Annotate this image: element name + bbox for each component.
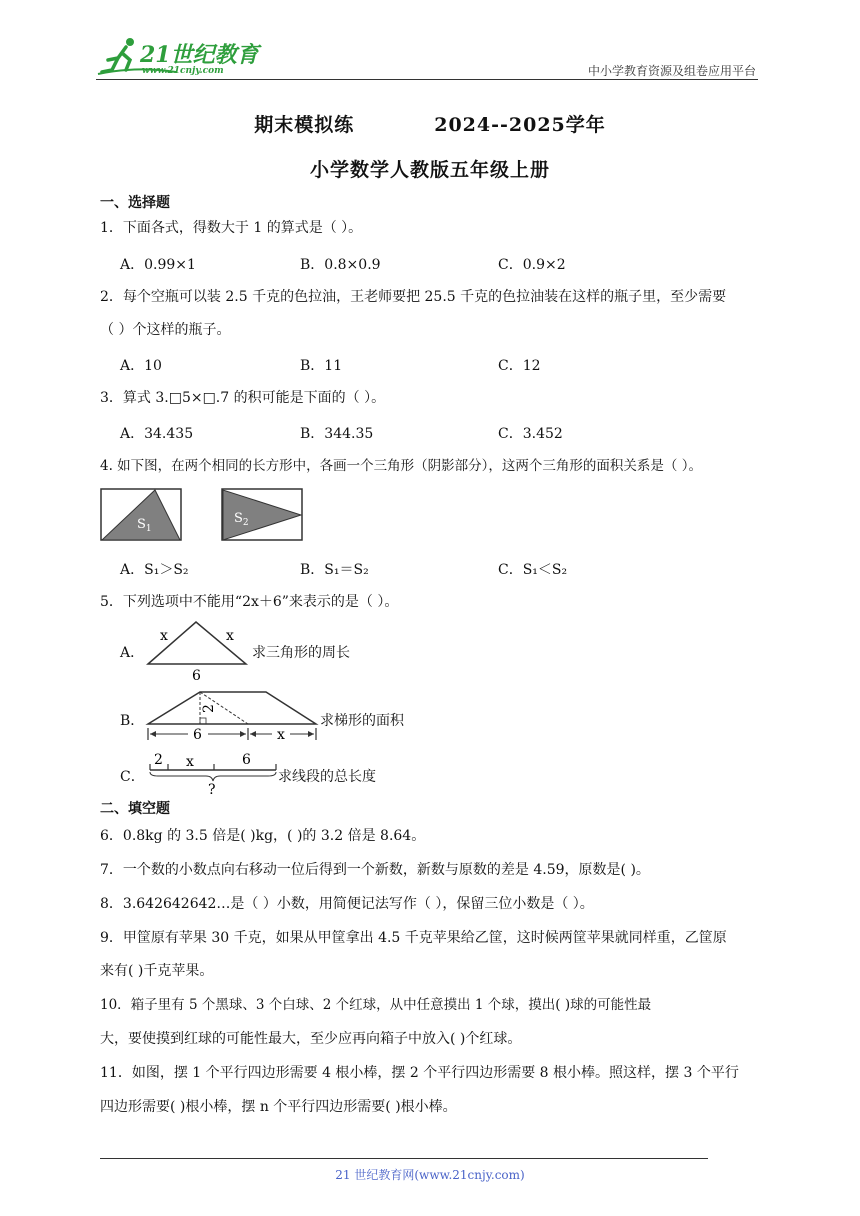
- title-left: 期末模拟练: [254, 114, 355, 136]
- logo-text: 21世纪教育: [140, 42, 259, 68]
- q4-s2-label: $S_2$: [234, 511, 249, 528]
- q4-option-b: B．S₁＝S₂: [300, 562, 369, 578]
- question-7-text: 7．一个数的小数点向右移动一位后得到一个新数，新数与原数的差是 4.59，原数是( )。: [100, 862, 650, 878]
- q1-option-b: B．0.8×0.9: [300, 257, 381, 273]
- q1-option-c: C．0.9×2: [498, 257, 566, 273]
- q5-total-question-mark: ?: [208, 782, 216, 798]
- q5-triangle-side-right: x: [226, 628, 234, 644]
- q4-option-a: A．S₁＞S₂: [120, 562, 189, 578]
- page-title-line1: [0, 110, 860, 137]
- q5-trapezoid-bottom-right: x: [277, 727, 285, 743]
- footer-text[interactable]: 21 世纪教育网(www.21cnjy.com): [335, 1168, 525, 1182]
- question-4-text: 4. 如下图，在两个相同的长方形中，各画一个三角形（阴影部分），这两个三角形的面积关系是（ ）。: [100, 458, 702, 474]
- q2-option-b: B．11: [300, 358, 343, 374]
- question-11-line1: 11．如图，摆 1 个平行四边形需要 4 根小棒，摆 2 个平行四边形需要 8 根小棒。照这样，摆 3 个平行: [100, 1065, 739, 1081]
- footer-divider: [100, 1158, 708, 1159]
- q5-option-a-desc: 求三角形的周长: [252, 645, 350, 661]
- question-8-text: 8．3.642642642…是（ ）小数，用简便记法写作（ ），保留三位小数是（ ）。: [100, 896, 594, 912]
- q3-option-c: C．3.452: [498, 426, 563, 442]
- header-divider: [96, 79, 758, 80]
- q2-option-a: A．10: [120, 358, 162, 374]
- q4-option-c: C．S₁＜S₂: [498, 562, 568, 578]
- page-title-line2: 小学数学人教版五年级上册: [309, 159, 550, 181]
- question-2-line1: 2．每个空瓶可以装 2.5 千克的色拉油，王老师要把 25.5 千克的色拉油装在这样的瓶子里，至少需要: [100, 289, 727, 305]
- section-heading-fill: 二、填空题: [100, 801, 170, 817]
- q5-total-brace: [150, 772, 276, 781]
- q5-option-b-label: B．: [120, 713, 145, 729]
- q5-trapezoid: [148, 692, 316, 724]
- q5-trapezoid-bottom-left: 6: [193, 727, 202, 743]
- q5-right-angle-mark: [200, 718, 206, 724]
- question-10-line1: 10．箱子里有 5 个黑球、3 个白球、2 个红球，从中任意摸出 1 个球，摸出( )球的可能性最: [100, 997, 652, 1013]
- q5-trapezoid-height-label: 2: [201, 704, 217, 713]
- site-logo: [96, 36, 266, 78]
- q5-option-b-desc: 求梯形的面积: [320, 713, 404, 729]
- header-platform-text: 中小学教育资源及组卷应用平台: [587, 64, 756, 78]
- question-6-text: 6．0.8kg 的 3.5 倍是( )kg，( )的 3.2 倍是 8.64。: [100, 828, 426, 844]
- q5-option-c-desc: 求线段的总长度: [278, 769, 376, 785]
- q1-option-a: A．0.99×1: [120, 257, 196, 273]
- q5-option-c-label: C．: [120, 769, 145, 785]
- q3-option-a: A．34.435: [120, 426, 194, 442]
- q5-option-a-label: A．: [120, 645, 145, 661]
- q5-trapezoid-figure: [144, 688, 320, 744]
- q3-option-b: B．344.35: [300, 426, 374, 442]
- question-5-text: 5．下列选项中不能用“2x＋6”来表示的是（ ）。: [100, 594, 399, 610]
- question-10-line2: 大，要使摸到红球的可能性最大，至少应再向箱子中放入( )个红球。: [100, 1031, 522, 1047]
- question-9-line2: 来有( )千克苹果。: [100, 963, 214, 979]
- q5-segment-figure: [144, 750, 284, 798]
- q5-triangle-figure: [144, 618, 254, 682]
- q5-segment-3-label: 6: [242, 752, 251, 768]
- q4-rectangles-figure: [100, 488, 310, 542]
- question-2-line2: （ ）个这样的瓶子。: [100, 322, 231, 338]
- question-9-line1: 9．甲筐原有苹果 30 千克，如果从甲筐拿出 4.5 千克苹果给乙筐，这时候两筐苹果就同样重，乙筐原: [100, 930, 727, 946]
- q4-s1-label: $S_1$: [137, 517, 152, 534]
- question-11-line2: 四边形需要( )根小棒，摆 n 个平行四边形需要( )根小棒。: [100, 1099, 457, 1115]
- q5-triangle-base: 6: [192, 668, 201, 682]
- q5-segment-2-label: x: [186, 754, 194, 770]
- logo-url: www.21cnjy.com: [142, 66, 224, 76]
- q5-triangle-side-left: x: [160, 628, 168, 644]
- q5-segment-1-label: 2: [154, 752, 163, 768]
- q4-triangle-s1: [102, 490, 180, 540]
- title-right: 2024--2025学年: [434, 114, 606, 136]
- question-3-text: 3．算式 3.□5×□.7 的积可能是下面的（ ）。: [100, 390, 386, 406]
- question-1-text: 1．下面各式，得数大于 1 的算式是（ ）。: [100, 220, 363, 236]
- q2-option-c: C．12: [498, 358, 541, 374]
- section-heading-choice: 一、选择题: [100, 195, 170, 211]
